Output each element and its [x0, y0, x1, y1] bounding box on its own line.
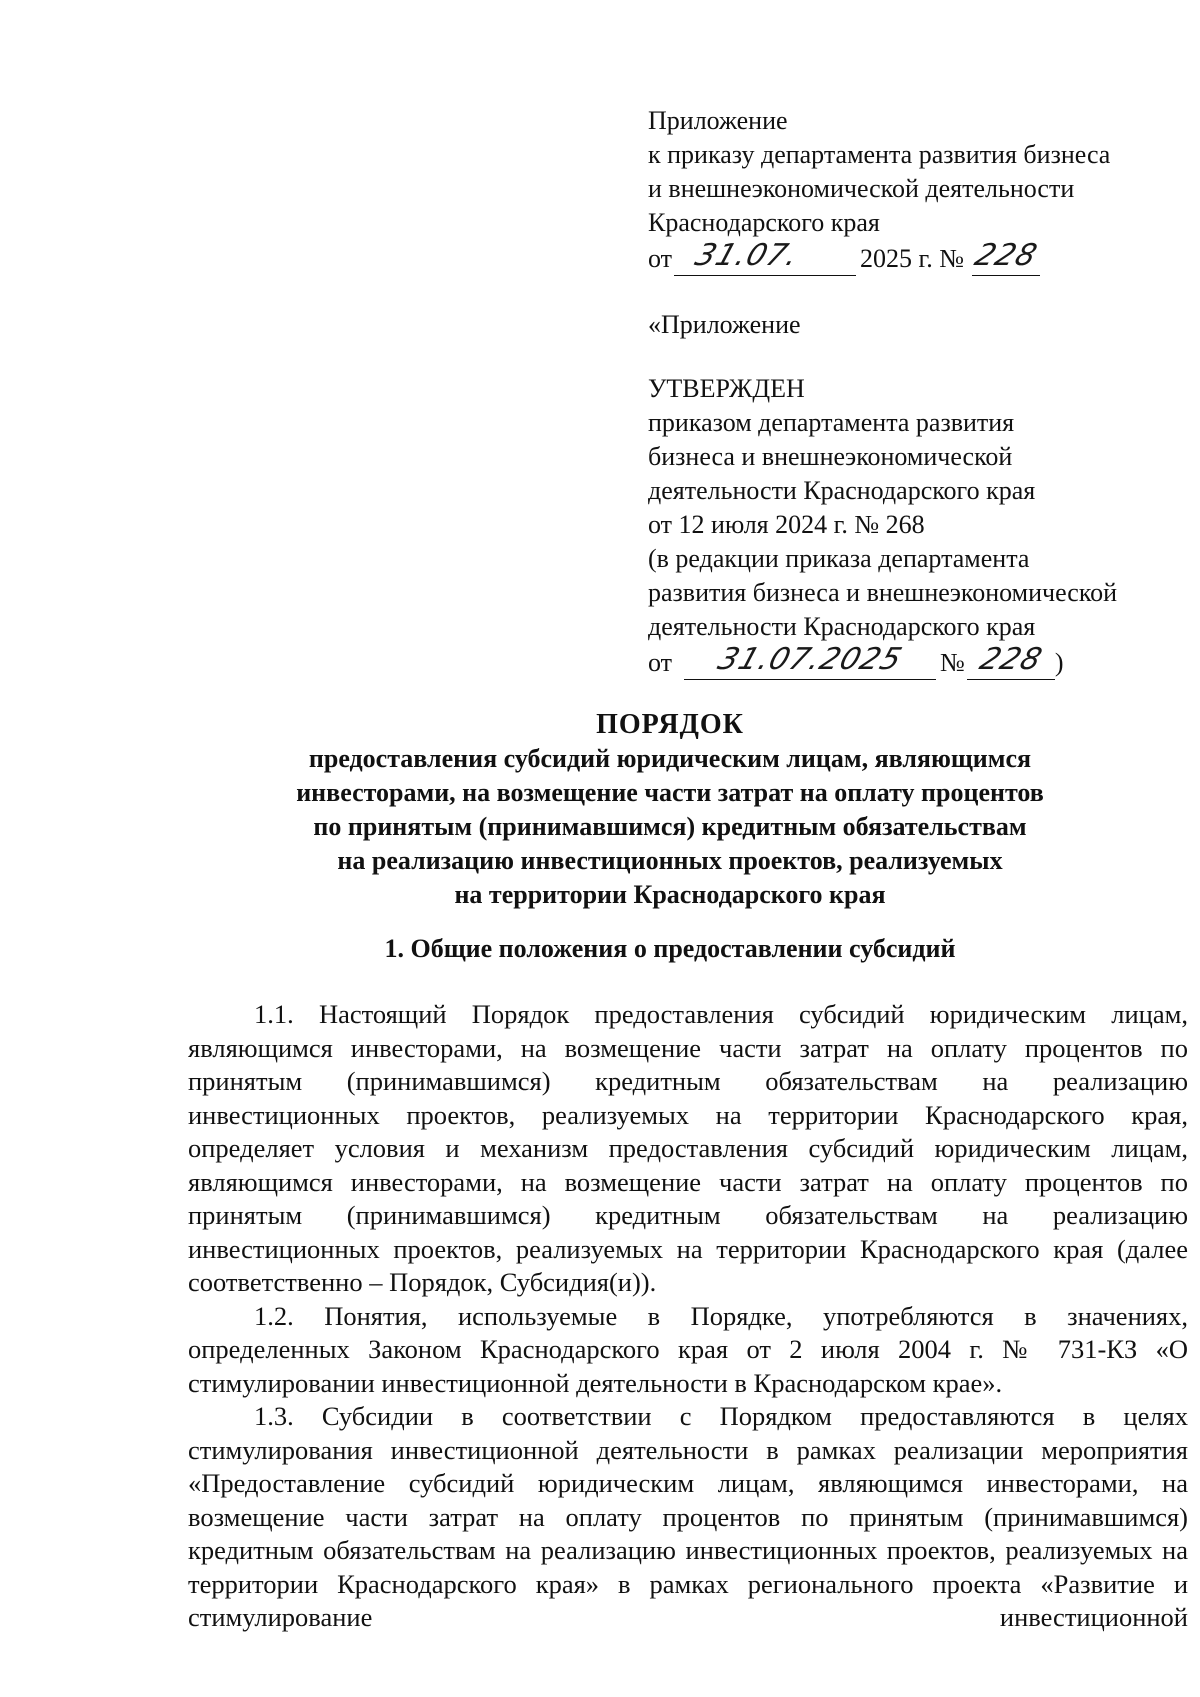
title-main: ПОРЯДОК	[596, 709, 744, 740]
appendix-label: Приложение	[648, 106, 788, 135]
approved-label: УТВЕРЖДЕН	[648, 374, 805, 403]
title-line: по принятым (принимавшимся) кредитным обязательствам	[313, 812, 1027, 841]
closing-paren: )	[1054, 648, 1064, 677]
handwritten-number: 228	[970, 238, 1043, 273]
date-prefix: от	[648, 648, 673, 677]
approval-line: деятельности Краснодарского края	[648, 476, 1036, 505]
approval-line: бизнеса и внешнеэкономической	[648, 442, 1013, 471]
approval-block	[648, 308, 1188, 342]
approval-stamp-block	[648, 372, 1188, 680]
title-line: инвесторами, на возмещение части затрат на оплату процентов	[296, 778, 1044, 807]
revision-date-line	[648, 644, 1188, 680]
approval-line: от 12 июля 2024 г. № 268	[648, 510, 925, 539]
document-title	[150, 708, 1190, 912]
number-sign: №	[940, 648, 965, 677]
approval-line: (в редакции приказа департамента	[648, 544, 1030, 573]
paragraph-1-2: 1.2. Понятия, используемые в Порядке, употребляются в значениях, определенных Законом Краснодарского края от 2 июля 2004 г. № 731-КЗ «О стимулировании инвестиционной деятельности в Краснодарском крае».	[188, 1300, 1188, 1398]
revision-date-blank	[684, 642, 936, 680]
quote-appendix-label: «Приложение	[648, 310, 801, 339]
body-text	[188, 998, 1188, 1635]
title-line: на реализацию инвестиционных проектов, реализуемых	[337, 846, 1003, 875]
date-prefix: от	[648, 244, 673, 273]
title-line: предоставления субсидий юридическим лицам, являющимся	[308, 744, 1032, 773]
year-text: 2025 г. №	[860, 244, 965, 273]
paragraph-1-1: 1.1. Настоящий Порядок предоставления субсидий юридическим лицам, являющимся инвесторами, на возмещение части затрат на оплату процентов по принятым (принимавшимся) кредитным обязательствам на реализацию инвестиционных проектов, реализуемых на территории Краснодарского края, определяет условия и механизм предоставления субсидий юридическим лицам, являющимся инвесторами, на возмещение части затрат на оплату процентов по принятым (принимавшимся) кредитным обязательствам на реализацию инвестиционных проектов, реализуемых на территории Краснодарского края (далее соответственно – Порядок, Субсидия(и)).	[188, 999, 1188, 1297]
handwritten-date: 31.07.	[690, 238, 804, 273]
handwritten-revision-number: 228	[975, 642, 1047, 677]
appendix-header	[648, 104, 1188, 276]
approval-line: деятельности Краснодарского края	[648, 612, 1036, 641]
approval-line: развития бизнеса и внешнеэкономической	[648, 578, 1118, 607]
handwritten-revision-date: 31.07.2025	[713, 642, 907, 677]
paragraph-1-3: 1.3. Субсидии в соответствии с Порядком предоставляются в целях стимулирования инвестиционной деятельности в рамках реализации мероприятия «Предоставление субсидий юридическим лицам, являющимся инвесторами, на возмещение части затрат на оплату процентов по принятым (принимавшимся) кредитным обязательствам на реализацию инвестиционных проектов, реализуемых на территории Краснодарского края» в рамках регионального проекта «Развитие и стимулирование инвестиционной	[188, 1401, 1188, 1632]
section-heading: 1. Общие положения о предоставлении субсидий	[384, 934, 956, 963]
approval-line: приказом департамента развития	[648, 408, 1015, 437]
revision-number-blank	[967, 642, 1055, 680]
date-blank	[674, 238, 856, 276]
order-date-line	[648, 240, 1188, 276]
appendix-line: Краснодарского края	[648, 208, 880, 237]
appendix-line: к приказу департамента развития бизнеса	[648, 140, 1111, 169]
appendix-line: и внешнеэкономической деятельности	[648, 174, 1075, 203]
number-blank	[970, 238, 1043, 276]
title-line: на территории Краснодарского края	[454, 880, 886, 909]
